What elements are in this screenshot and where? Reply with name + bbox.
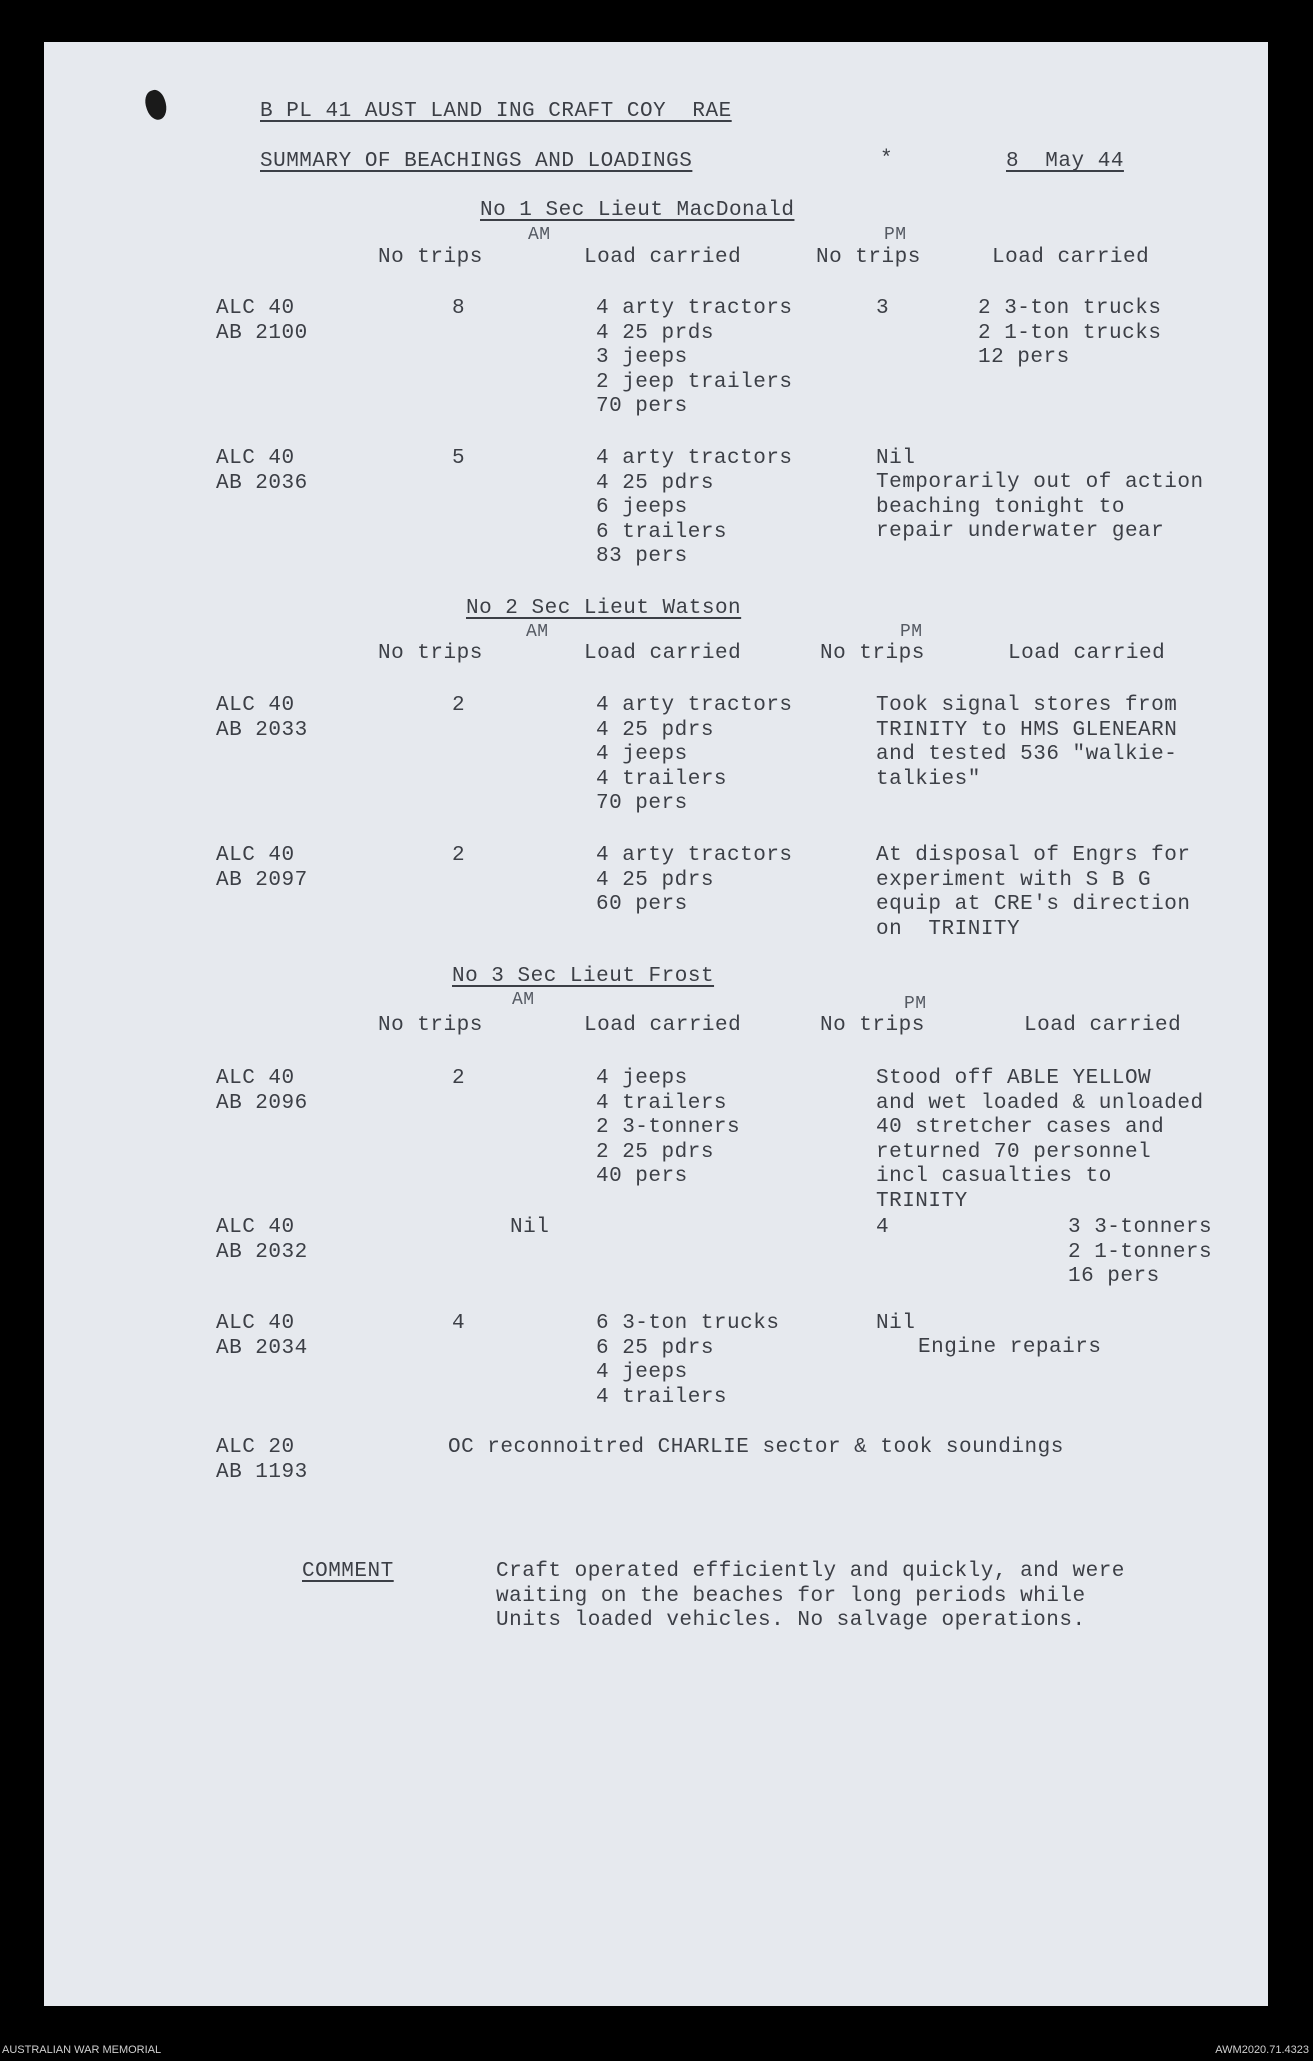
am-load: 4 arty tractors 4 25 pdrs 60 pers [596,844,793,916]
craft-id: ALC 40 AB 2032 [216,1216,308,1264]
pm-load-header: Load carried [1008,642,1166,665]
pm-trips-header: No trips [820,642,925,665]
am-label: AM [528,225,551,245]
unit-heading: B PL 41 AUST LAND ING CRAFT COY RAE [260,100,732,123]
pm-load: Stood off ABLE YELLOW and wet loaded & unloaded 40 stretcher cases and returned 70 personnel incl casualties to TRINITY [876,1067,1204,1213]
am-trips-header: No trips [378,1014,483,1037]
pm-load: Temporarily out of action beaching tonight to repair underwater gear [876,471,1204,543]
craft-id: ALC 40 AB 2034 [216,1312,308,1360]
footer-accession: AWM2020.71.4323 [1215,2044,1309,2056]
craft-id: ALC 40 AB 2096 [216,1067,308,1115]
craft-id: ALC 40 AB 2100 [216,297,308,345]
craft-id: ALC 40 AB 2036 [216,447,308,495]
pm-load-header: Load carried [1024,1014,1182,1037]
am-trips: Nil [510,1216,550,1239]
am-trips: 2 [452,694,466,717]
document-date: 8 May 44 [1006,150,1124,173]
am-load: 4 arty tractors 4 25 pdrs 4 jeeps 4 trailers 70 pers [596,694,793,815]
pm-label: PM [904,994,927,1014]
am-load-header: Load carried [584,642,742,665]
am-label: AM [512,990,535,1010]
am-trips: 2 [452,1067,466,1090]
pm-load: 2 3-ton trucks 2 1-ton trucks 12 pers [978,297,1162,369]
pm-load-header: Load carried [992,246,1150,269]
am-trips: 4 [452,1312,466,1335]
pm-load: 3 3-tonners 2 1-tonners 16 pers [1068,1216,1213,1288]
pm-trips: Nil [876,447,916,470]
pm-load: At disposal of Engrs for experiment with S B G equip at CRE's direction on TRINITY [876,844,1191,941]
comment-label: COMMENT [302,1560,394,1583]
section-title: No 3 Sec Lieut Frost [452,965,715,988]
am-load: 4 arty tractors 4 25 prds 3 jeeps 2 jeep trailers 70 pers [596,297,793,418]
am-trips: 8 [452,297,466,320]
pm-load: Engine repairs [918,1336,1102,1359]
section-title: No 2 Sec Lieut Watson [466,597,742,620]
craft-note: OC reconnoitred CHARLIE sector & took soundings [448,1436,1064,1459]
section-title: No 1 Sec Lieut MacDonald [480,199,795,222]
am-trips: 5 [452,447,466,470]
craft-id: ALC 20 AB 1193 [216,1436,308,1484]
am-load: 4 arty tractors 4 25 pdrs 6 jeeps 6 trailers 83 pers [596,447,793,568]
pm-trips: Nil [876,1312,916,1335]
pm-trips: 4 [876,1216,890,1239]
pm-label: PM [900,622,923,642]
pm-trips: 3 [876,297,890,320]
am-label: AM [526,622,549,642]
am-load-header: Load carried [584,246,742,269]
ink-smudge [141,87,170,122]
pm-trips-header: No trips [820,1014,925,1037]
am-trips-header: No trips [378,246,483,269]
am-load: 4 jeeps 4 trailers 2 3-tonners 2 25 pdrs 40 pers [596,1067,741,1188]
am-load: 6 3-ton trucks 6 25 pdrs 4 jeeps 4 trailers [596,1312,780,1409]
am-load-header: Load carried [584,1014,742,1037]
comment-text: Craft operated efficiently and quickly, and were waiting on the beaches for long periods while Units loaded vehicles. No salvage operations. [496,1560,1125,1632]
footer-credit: AUSTRALIAN WAR MEMORIAL [2,2044,162,2056]
pm-load: Took signal stores from TRINITY to HMS GLENEARN and tested 536 "walkie- talkies" [876,694,1178,791]
am-trips: 2 [452,844,466,867]
pm-trips-header: No trips [816,246,921,269]
pm-label: PM [884,225,907,245]
summary-heading: SUMMARY OF BEACHINGS AND LOADINGS [260,150,693,173]
craft-id: ALC 40 AB 2033 [216,694,308,742]
document-page [44,42,1268,2006]
header-mark: * [880,148,894,171]
am-trips-header: No trips [378,642,483,665]
craft-id: ALC 40 AB 2097 [216,844,308,892]
